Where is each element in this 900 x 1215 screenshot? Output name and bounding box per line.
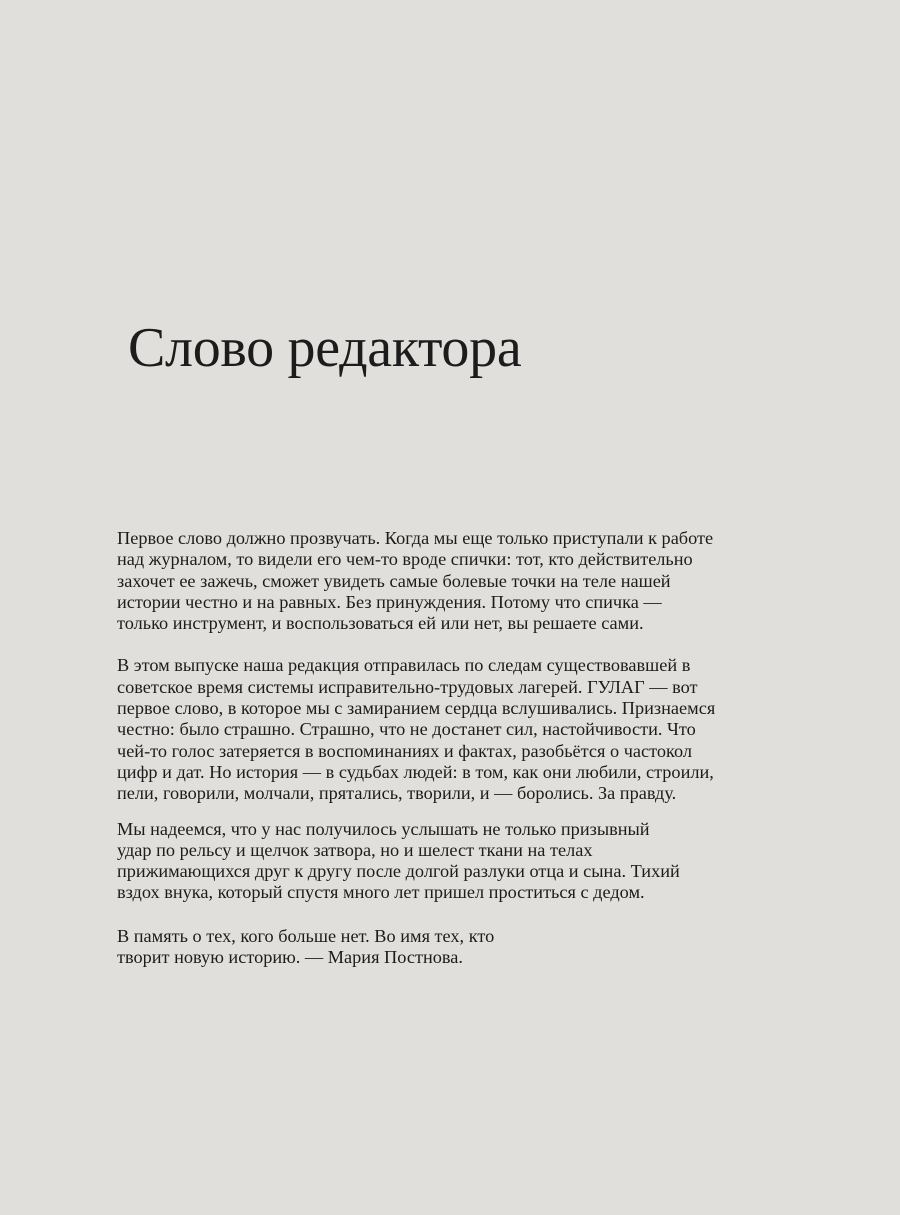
text-line: прижимающихся друг к другу после долгой разлуки отца и сына. Тихий [117,861,680,882]
text-line: вздох внука, который спустя много лет пришел проститься с дедом. [117,882,645,903]
text-line: Мы надеемся, что у нас получилось услышать не только призывный [117,818,650,839]
text-line: честно: было страшно. Страшно, что не достанет сил, настойчивости. Что [117,719,696,740]
paragraph-gulag [117,655,797,804]
paragraph-signature [117,926,797,969]
paragraph-intro [117,528,797,634]
text-line: первое слово, в которое мы с замиранием сердца вслушивались. Признаемся [117,698,716,719]
text-line: удар по рельсу и щелчок затвора, но и шелест ткани на телах [117,839,593,860]
text-line: пели, говорили, молчали, прятались, творили, и — боролись. За правду. [117,783,677,804]
text-line: В этом выпуске наша редакция отправилась по следам существовавшей в [117,655,691,676]
text-line: творит новую историю. — Мария Постнова. [117,947,463,968]
text-line: В память о тех, кого больше нет. Во имя тех, кто [117,925,495,946]
text-line: Первое слово должно прозвучать. Когда мы еще только приступали к работе [117,528,714,548]
page-title: Слово редактора [128,317,522,379]
text-line: над журналом, то видели его чем-то вроде спички: тот, кто действительно [117,549,693,570]
text-line: советское время системы исправительно-трудовых лагерей. ГУЛАГ — вот [117,676,698,697]
text-line: захочет ее зажечь, сможет увидеть самые болевые точки на теле нашей [117,570,671,591]
paragraph-hope [117,819,797,904]
text-line: цифр и дат. Но история — в судьбах людей: в том, как они любили, строили, [117,761,714,782]
editorial-text [117,528,797,968]
text-line: чей-то голос затеряется в воспоминаниях и фактах, разобьётся о частокол [117,740,692,761]
text-line: только инструмент, и воспользоваться ей или нет, вы решаете сами. [117,613,644,634]
text-line: истории честно и на равных. Без принуждения. Потому что спичка — [117,591,662,612]
